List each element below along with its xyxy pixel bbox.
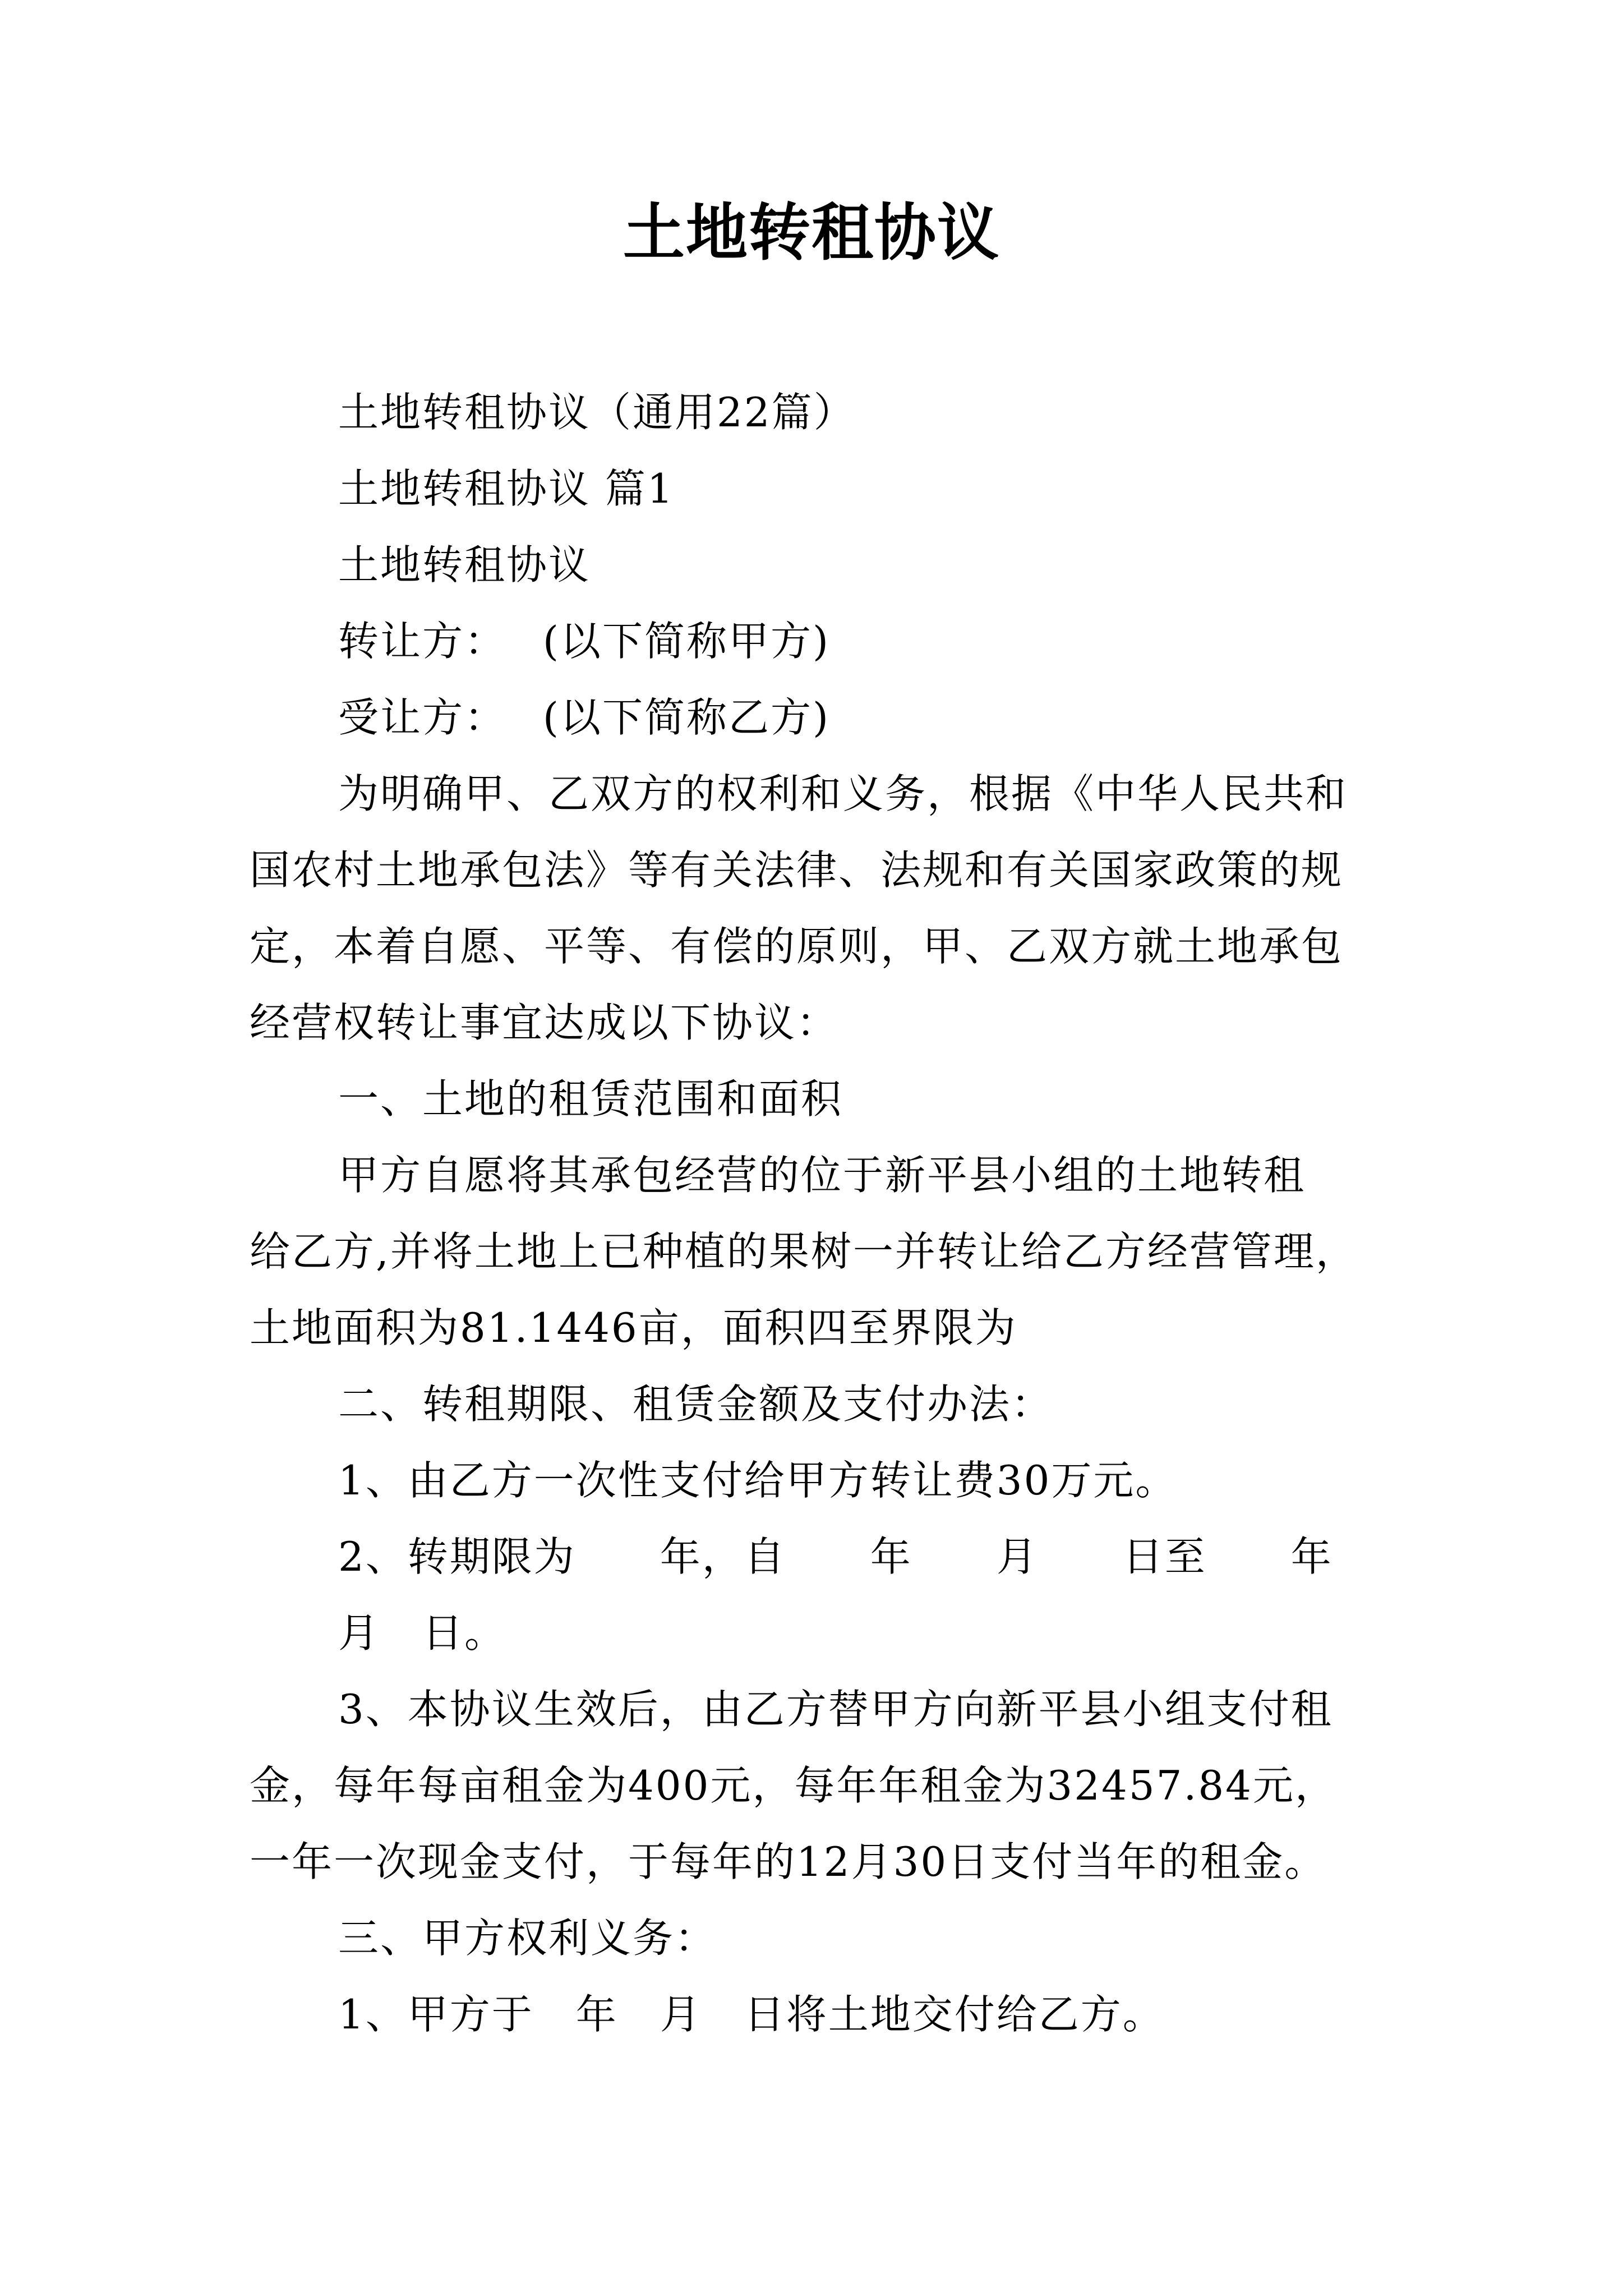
body-line: 定，本着自愿、平等、有偿的原则，甲、乙双方就土地承包 — [250, 923, 1344, 970]
body-line: 金，每年每亩租金为400元，每年年租金为32457.84元， — [250, 1762, 1337, 1809]
body-line: 1、甲方于 年 月 日将土地交付给乙方。 — [338, 1991, 1165, 2038]
body-line: 一年一次现金支付，于每年的12月30日支付当年的租金。 — [250, 1838, 1327, 1885]
body-line: 3、本协议生效后，由乙方替甲方向新平县小组支付租 — [338, 1686, 1333, 1733]
party-a-line: 转让方： (以下简称甲方) — [338, 618, 831, 665]
body-line: 为明确甲、乙双方的权利和义务，根据《中华人民共和 — [338, 770, 1348, 817]
body-line: 2、转期限为 年，自 年 月 日至 年 — [338, 1533, 1333, 1580]
body-line: 土地面积为81.1446亩，面积四至界限为 — [250, 1304, 1017, 1351]
body-line: 1、由乙方一次性支付给甲方转让费30万元。 — [338, 1457, 1178, 1504]
body-line: 经营权转让事宜达成以下协议： — [250, 999, 839, 1046]
section-heading: 土地转租协议 篇1 — [338, 465, 675, 512]
clause-heading: 二、转租期限、租赁金额及支付办法： — [338, 1381, 1054, 1428]
document-title: 土地转租协议 — [623, 196, 1000, 269]
body-line: 给乙方,并将土地上已种植的果树一并转让给乙方经营管理， — [250, 1228, 1358, 1275]
clause-heading: 三、甲方权利义务： — [338, 1915, 717, 1962]
party-b-line: 受让方： (以下简称乙方) — [338, 694, 831, 741]
body-line: 甲方自愿将其承包经营的位于新平县小组的土地转租 — [338, 1152, 1306, 1199]
body-line: 国农村土地承包法》等有关法律、法规和有关国家政策的规 — [250, 846, 1344, 894]
agreement-heading: 土地转租协议 — [338, 541, 591, 588]
body-line: 月 日。 — [338, 1609, 507, 1657]
subtitle-line: 土地转租协议（通用22篇） — [338, 389, 856, 436]
clause-heading: 一、土地的租赁范围和面积 — [338, 1075, 843, 1122]
